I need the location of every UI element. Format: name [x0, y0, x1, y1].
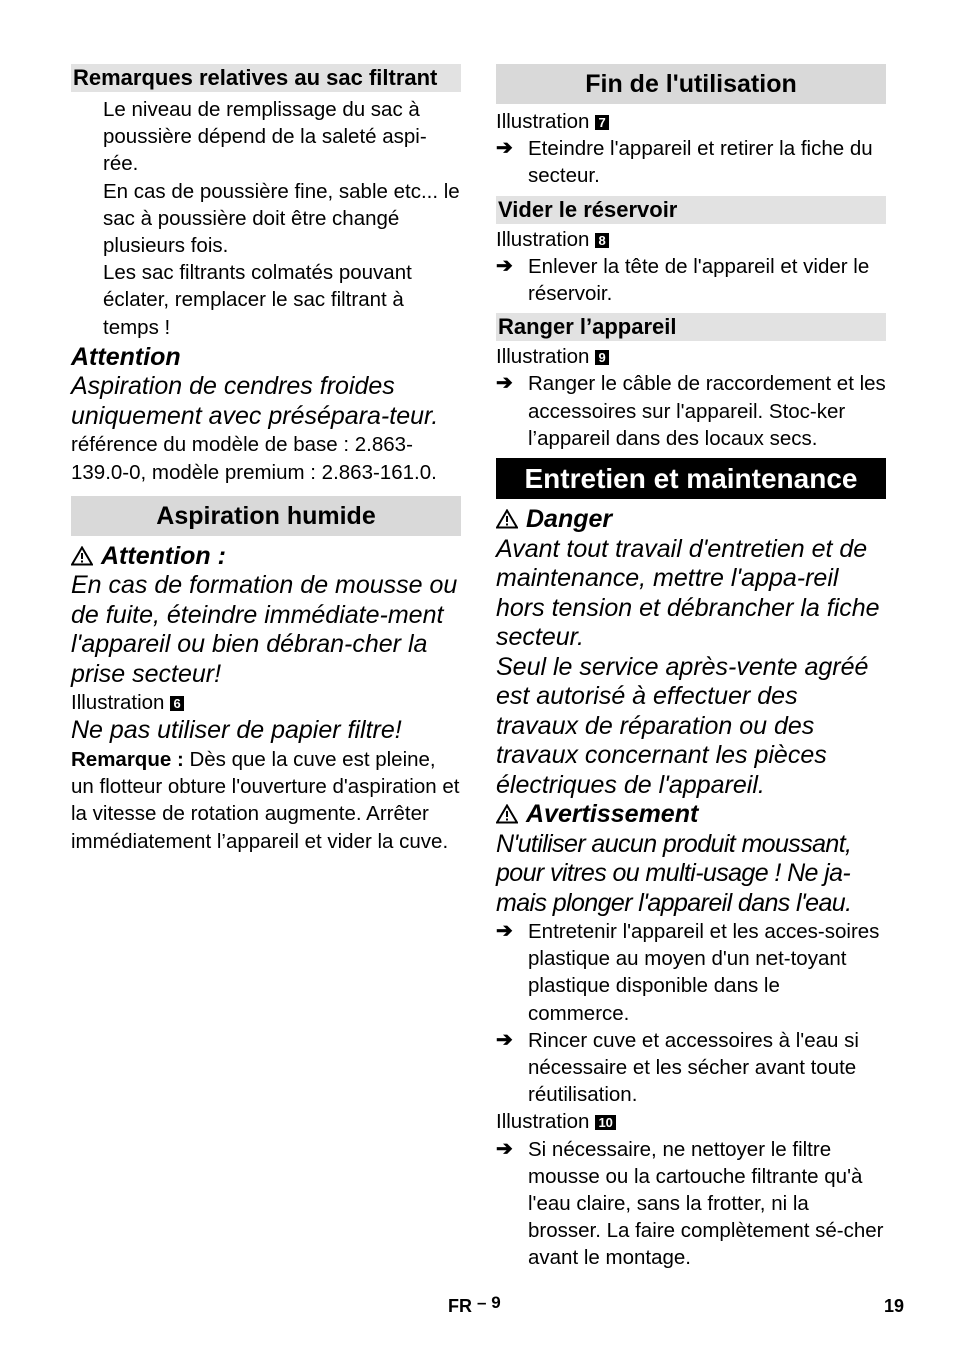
figure-number-badge: 6: [170, 696, 183, 711]
footer-page-number: 19: [884, 1296, 905, 1316]
heading-entretien-maintenance: Entretien et maintenance: [496, 458, 886, 499]
attention2-line: [71, 542, 461, 572]
step-item: [496, 370, 886, 452]
step-item: [496, 1027, 886, 1109]
heading-sac-filtrant: Remarques relatives au sac filtrant: [71, 64, 461, 92]
left-column: [71, 64, 461, 855]
step-item: [496, 253, 886, 307]
figure-number-badge: 7: [595, 115, 608, 130]
arrow-icon: ➔: [496, 372, 513, 395]
arrow-icon: ➔: [496, 254, 513, 277]
illustration-ref: [71, 689, 461, 716]
list-item-text: En cas de poussière fine, sable etc... le sac à poussière doit être changé plusieurs fois.: [103, 179, 460, 258]
remarque-label: Remarque :: [71, 747, 184, 771]
sac-list: [71, 96, 461, 341]
figure-number-badge: 8: [595, 233, 608, 248]
attention2-text: En cas de formation de mousse ou de fuite, éteindre immédiate-ment l'appareil ou bien débran-cher la prise secteur!: [71, 571, 458, 688]
danger-text-1: Avant tout travail d'entretien et de maintenance, mettre l'appa-reil hors tension et débrancher la fiche secteur.: [496, 534, 880, 652]
step-item: [496, 135, 886, 189]
footer-local-page: [448, 1293, 501, 1317]
attention-title: Attention: [71, 342, 181, 371]
step-text: Eteindre l'appareil et retirer la fiche du secteur.: [528, 137, 873, 188]
dash-bullet: [71, 259, 103, 341]
list-item-text: Les sac filtrants colmatés pouvant éclater, remplacer le sac filtrant à temps !: [103, 261, 412, 339]
illustration-label: Illustration: [496, 227, 590, 251]
arrow-icon: ➔: [496, 137, 513, 160]
step-text: Ranger le câble de raccordement et les accessoires sur l'appareil. Stoc-ker l’appareil dans des locaux secs.: [528, 372, 886, 450]
dash-bullet: [71, 178, 103, 260]
illustration-label: Illustration: [496, 345, 590, 369]
no-paper-warning: Ne pas utiliser de papier filtre!: [71, 716, 402, 745]
step-item: [496, 1136, 886, 1272]
heading-aspiration-humide: Aspiration humide: [71, 496, 461, 536]
arrow-icon: ➔: [496, 1028, 513, 1051]
illustration-ref: [496, 108, 886, 135]
avertissement-line: [496, 800, 886, 830]
avertissement-text: N'utiliser aucun produit moussant, pour vitres ou multi-usage ! Ne ja-mais plonger l'appareil dans l'eau.: [496, 829, 852, 917]
remarque-text: Dès que la cuve est pleine, un flotteur obture l'ouverture d'aspiration et la vitesse de rotation augmente. Arrêter immédiatement l’appareil et vider la cuve.: [71, 747, 460, 853]
illustration-ref: [496, 226, 886, 253]
footer-lang: FR: [448, 1296, 472, 1316]
right-column: [496, 64, 886, 1272]
warning-triangle-icon: [496, 509, 518, 529]
list-item-text: Le niveau de remplissage du sac à poussière dépend de la saleté aspi-rée.: [103, 98, 427, 176]
illustration-ref: [496, 343, 886, 370]
step-item: [496, 918, 886, 1027]
warning-triangle-icon: [496, 804, 518, 824]
dash-bullet: [71, 96, 103, 178]
figure-number-badge: 10: [595, 1115, 615, 1130]
list-item: [71, 96, 461, 178]
heading-vider-reservoir: Vider le réservoir: [496, 196, 886, 224]
footer-page-local: – 9: [477, 1293, 501, 1312]
step-text: Entretenir l'appareil et les acces-soires plastique au moyen d'un net-toyant plastique disponible dans le commerce.: [528, 920, 880, 1025]
danger-title: Danger: [526, 505, 613, 534]
avertissement-title: Avertissement: [526, 800, 699, 829]
step-text: Si nécessaire, ne nettoyer le filtre mousse ou la cartouche filtrante qu'à l'eau claire, sans la frotter, ni la brosser. La faire complètement sé-cher avant le montage.: [528, 1137, 884, 1270]
illustration-label: Illustration: [496, 1110, 590, 1134]
list-item: [71, 259, 461, 341]
remarque-paragraph: [71, 746, 461, 855]
step-text: Rincer cuve et accessoires à l'eau si nécessaire et les sécher avant toute réutilisation.: [528, 1028, 859, 1107]
illustration-ref: [496, 1108, 886, 1135]
list-item: [71, 178, 461, 260]
heading-ranger-appareil: Ranger l’appareil: [496, 313, 886, 341]
danger-text-2: Seul le service après-vente agréé est autorisé à effectuer des travaux de réparation ou des travaux concernant les pièces électriques de l'appareil.: [496, 652, 869, 799]
warning-triangle-icon: [71, 546, 93, 566]
illustration-label: Illustration: [496, 110, 590, 133]
arrow-icon: ➔: [496, 1137, 513, 1160]
attention2-title: Attention :: [101, 541, 226, 570]
arrow-icon: ➔: [496, 920, 513, 943]
heading-fin-utilisation: Fin de l'utilisation: [496, 64, 886, 104]
illustration-label: Illustration: [71, 691, 165, 715]
step-text: Enlever la tête de l'appareil et vider le réservoir.: [528, 254, 870, 306]
reference-text: référence du modèle de base : 2.863-139.0-0, modèle premium : 2.863-161.0.: [71, 433, 437, 484]
figure-number-badge: 9: [595, 350, 608, 365]
danger-line: [496, 505, 886, 535]
attention-text: Aspiration de cendres froides uniquement avec présépara-teur.: [71, 372, 439, 430]
